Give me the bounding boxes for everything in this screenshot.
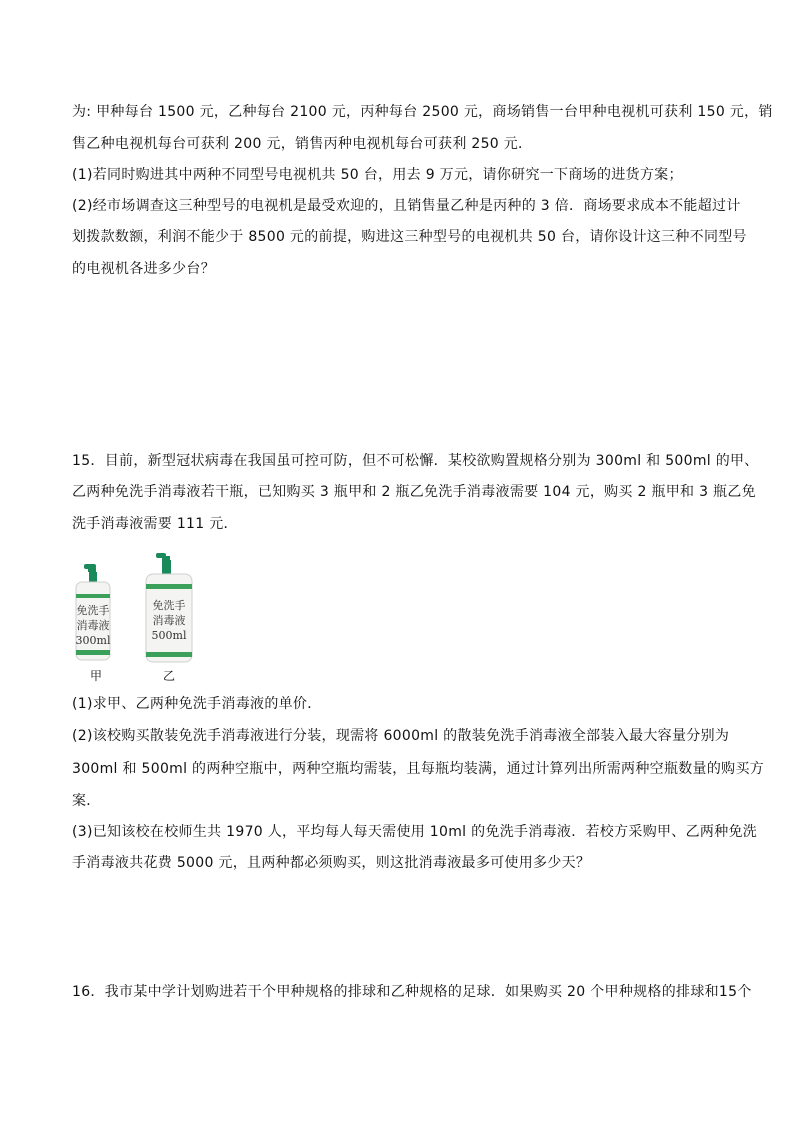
q15-part-2-line-2: 300ml 和 500ml 的两种空瓶中，两种空瓶均需装，且每瓶均装满，通过计算列出所需两种空瓶数量的购买方: [72, 761, 765, 777]
bottle-b-caption: 乙: [162, 669, 175, 683]
bottle-b-text-1: 免洗手: [152, 599, 186, 612]
q14-part-2-line-1: (2)经市场调查这三种型号的电视机是最受欢迎的，且销售量乙种是丙种的 3 倍．商场要求成本不能超过计: [72, 198, 741, 214]
bottle-a-text-1: 免洗手: [76, 604, 110, 617]
q15-part-1: (1)求甲、乙两种免洗手消毒液的单价．: [72, 696, 322, 712]
q14-part-2-line-2: 划拨款数额，利润不能少于 8500 元的前提，购进这三种型号的电视机共 50 台，请你设计这三种不同型号: [72, 229, 747, 245]
q14-part-2-line-3: 的电视机各进多少台？: [72, 261, 215, 277]
bottle-b-text-2: 消毒液: [152, 614, 186, 627]
q15-line-2: 乙两种免洗手消毒液若干瓶，已知购买 3 瓶甲和 2 瓶乙免洗手消毒液需要 104 元，购买 2 瓶甲和 3 瓶乙免: [72, 484, 756, 500]
q15-part-3-line-1: (3)已知该校在校师生共 1970 人，平均每人每天需使用 10ml 的免洗手消毒液．若校方采购甲、乙两种免洗: [72, 824, 758, 840]
q15-line-3: 洗手消毒液需要 111 元．: [72, 516, 238, 532]
bottle-figure: [70, 550, 210, 685]
q15-part-2-line-1: (2)该校购买散装免洗手消毒液进行分装，现需将 6000ml 的散装免洗手消毒液全部装入最大容量分别为: [72, 728, 730, 744]
bottle-b: [146, 553, 192, 662]
q14-line-1: 为: 甲种每台 1500 元，乙种每台 2100 元，丙种每台 2500 元，商场销售一台甲种电视机可获利 150 元，销: [72, 104, 773, 120]
bottle-b-text-3: 500ml: [151, 629, 187, 642]
q15-part-2-line-3: 案．: [72, 793, 101, 809]
q15-part-3-line-2: 手消毒液共花费 5000 元，且两种都必须购买，则这批消毒液最多可使用多少天？: [72, 855, 591, 871]
bottle-a: [76, 564, 111, 660]
q14-part-1: (1)若同时购进其中两种不同型号电视机共 50 台，用去 9 万元，请你研究一下商场的进货方案；: [72, 167, 683, 183]
bottle-a-text-2: 消毒液: [76, 619, 110, 632]
bottle-illustration: [70, 550, 210, 685]
bottle-a-caption: 甲: [89, 669, 102, 683]
q16-line-1: 16．我市某中学计划购进若干个甲种规格的排球和乙种规格的足球．如果购买 20 个甲种规格的排球和15个: [72, 984, 752, 1000]
q14-line-2: 售乙种电视机每台可获利 200 元，销售丙种电视机每台可获利 250 元．: [72, 136, 533, 152]
q15-line-1: 15．目前，新型冠状病毒在我国虽可控可防，但不可松懈．某校欲购置规格分别为 300ml 和 500ml 的甲、: [72, 453, 759, 469]
bottle-a-text-3: 300ml: [75, 634, 111, 647]
